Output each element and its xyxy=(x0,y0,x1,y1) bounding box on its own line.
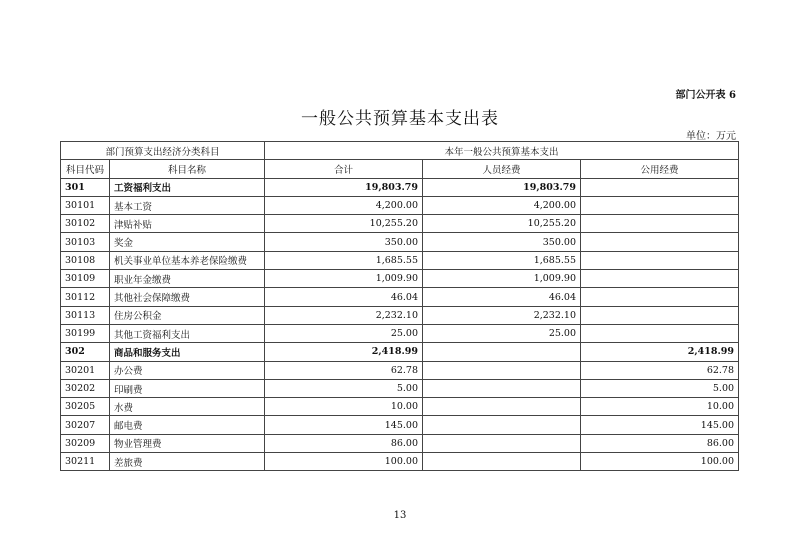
cell-name: 物业管理费 xyxy=(110,434,265,452)
cell-total: 100.00 xyxy=(265,453,423,471)
cell-public: 5.00 xyxy=(581,379,739,397)
cell-code: 30112 xyxy=(61,288,110,306)
table-row xyxy=(61,270,739,288)
column-header-personnel: 人员经费 xyxy=(423,160,581,178)
cell-code: 30108 xyxy=(61,251,110,269)
cell-personnel: 2,232.10 xyxy=(423,306,581,324)
cell-code: 30113 xyxy=(61,306,110,324)
column-header-public: 公用经费 xyxy=(581,160,739,178)
cell-personnel xyxy=(423,434,581,452)
column-header-code: 科目代码 xyxy=(61,160,110,178)
cell-code: 30211 xyxy=(61,453,110,471)
cell-personnel xyxy=(423,398,581,416)
column-header-row xyxy=(61,160,739,178)
cell-personnel xyxy=(423,379,581,397)
cell-total: 46.04 xyxy=(265,288,423,306)
cell-public xyxy=(581,306,739,324)
cell-total: 4,200.00 xyxy=(265,196,423,214)
page-title: 一般公共预算基本支出表 xyxy=(301,109,499,129)
cell-code: 30205 xyxy=(61,398,110,416)
cell-personnel: 19,803.79 xyxy=(423,178,581,196)
cell-personnel: 1,009.90 xyxy=(423,270,581,288)
column-header-total: 合计 xyxy=(265,160,423,178)
cell-personnel: 350.00 xyxy=(423,233,581,251)
cell-code: 30109 xyxy=(61,270,110,288)
table-row xyxy=(61,196,739,214)
table-row xyxy=(61,251,739,269)
cell-public xyxy=(581,324,739,342)
cell-personnel xyxy=(423,416,581,434)
cell-personnel: 4,200.00 xyxy=(423,196,581,214)
cell-total: 10,255.20 xyxy=(265,215,423,233)
cell-code: 30102 xyxy=(61,215,110,233)
cell-total: 1,685.55 xyxy=(265,251,423,269)
cell-public xyxy=(581,270,739,288)
cell-total: 2,418.99 xyxy=(265,343,423,361)
cell-personnel xyxy=(423,453,581,471)
cell-code: 30202 xyxy=(61,379,110,397)
cell-public xyxy=(581,215,739,233)
cell-total: 25.00 xyxy=(265,324,423,342)
cell-code: 30199 xyxy=(61,324,110,342)
table-row xyxy=(61,398,739,416)
cell-total: 5.00 xyxy=(265,379,423,397)
cell-public: 145.00 xyxy=(581,416,739,434)
cell-public xyxy=(581,233,739,251)
table-number: 部门公开表 6 xyxy=(675,90,736,101)
cell-total: 145.00 xyxy=(265,416,423,434)
cell-name: 工资福利支出 xyxy=(110,178,265,196)
cell-total: 350.00 xyxy=(265,233,423,251)
group-header-expenditure: 本年一般公共预算基本支出 xyxy=(265,142,739,160)
column-header-name: 科目名称 xyxy=(110,160,265,178)
cell-total: 62.78 xyxy=(265,361,423,379)
cell-code: 30101 xyxy=(61,196,110,214)
table-row xyxy=(61,306,739,324)
cell-code: 30201 xyxy=(61,361,110,379)
cell-total: 86.00 xyxy=(265,434,423,452)
cell-personnel xyxy=(423,361,581,379)
cell-code: 30207 xyxy=(61,416,110,434)
cell-total: 19,803.79 xyxy=(265,178,423,196)
cell-public: 10.00 xyxy=(581,398,739,416)
cell-personnel xyxy=(423,343,581,361)
table-row xyxy=(61,361,739,379)
cell-code: 302 xyxy=(61,343,110,361)
cell-public: 2,418.99 xyxy=(581,343,739,361)
cell-total: 1,009.90 xyxy=(265,270,423,288)
table-row xyxy=(61,178,739,196)
cell-name: 商品和服务支出 xyxy=(110,343,265,361)
table-body xyxy=(61,178,739,471)
cell-name: 水费 xyxy=(110,398,265,416)
table-row xyxy=(61,324,739,342)
cell-public: 62.78 xyxy=(581,361,739,379)
cell-name: 邮电费 xyxy=(110,416,265,434)
cell-personnel: 46.04 xyxy=(423,288,581,306)
group-header-row xyxy=(61,142,739,160)
table-row xyxy=(61,453,739,471)
cell-public xyxy=(581,178,739,196)
table-row xyxy=(61,416,739,434)
cell-name: 奖金 xyxy=(110,233,265,251)
cell-name: 印刷费 xyxy=(110,379,265,397)
cell-code: 30209 xyxy=(61,434,110,452)
table-row xyxy=(61,215,739,233)
cell-name: 基本工资 xyxy=(110,196,265,214)
cell-name: 住房公积金 xyxy=(110,306,265,324)
cell-total: 2,232.10 xyxy=(265,306,423,324)
cell-name: 职业年金缴费 xyxy=(110,270,265,288)
table-row xyxy=(61,288,739,306)
cell-personnel: 10,255.20 xyxy=(423,215,581,233)
cell-name: 办公费 xyxy=(110,361,265,379)
cell-personnel: 1,685.55 xyxy=(423,251,581,269)
cell-name: 差旅费 xyxy=(110,453,265,471)
cell-public xyxy=(581,251,739,269)
cell-public: 86.00 xyxy=(581,434,739,452)
cell-name: 津贴补贴 xyxy=(110,215,265,233)
table-row xyxy=(61,379,739,397)
budget-table xyxy=(60,141,739,471)
cell-code: 30103 xyxy=(61,233,110,251)
cell-name: 其他工资福利支出 xyxy=(110,324,265,342)
cell-total: 10.00 xyxy=(265,398,423,416)
cell-public xyxy=(581,288,739,306)
cell-name: 其他社会保障缴费 xyxy=(110,288,265,306)
group-header-classification: 部门预算支出经济分类科目 xyxy=(61,142,265,160)
page-number: 13 xyxy=(393,510,407,521)
cell-code: 301 xyxy=(61,178,110,196)
cell-public: 100.00 xyxy=(581,453,739,471)
cell-public xyxy=(581,196,739,214)
unit-label: 单位：万元 xyxy=(686,131,736,142)
cell-personnel: 25.00 xyxy=(423,324,581,342)
table-row xyxy=(61,233,739,251)
table-row xyxy=(61,434,739,452)
cell-name: 机关事业单位基本养老保险缴费 xyxy=(110,251,265,269)
table-row xyxy=(61,343,739,361)
